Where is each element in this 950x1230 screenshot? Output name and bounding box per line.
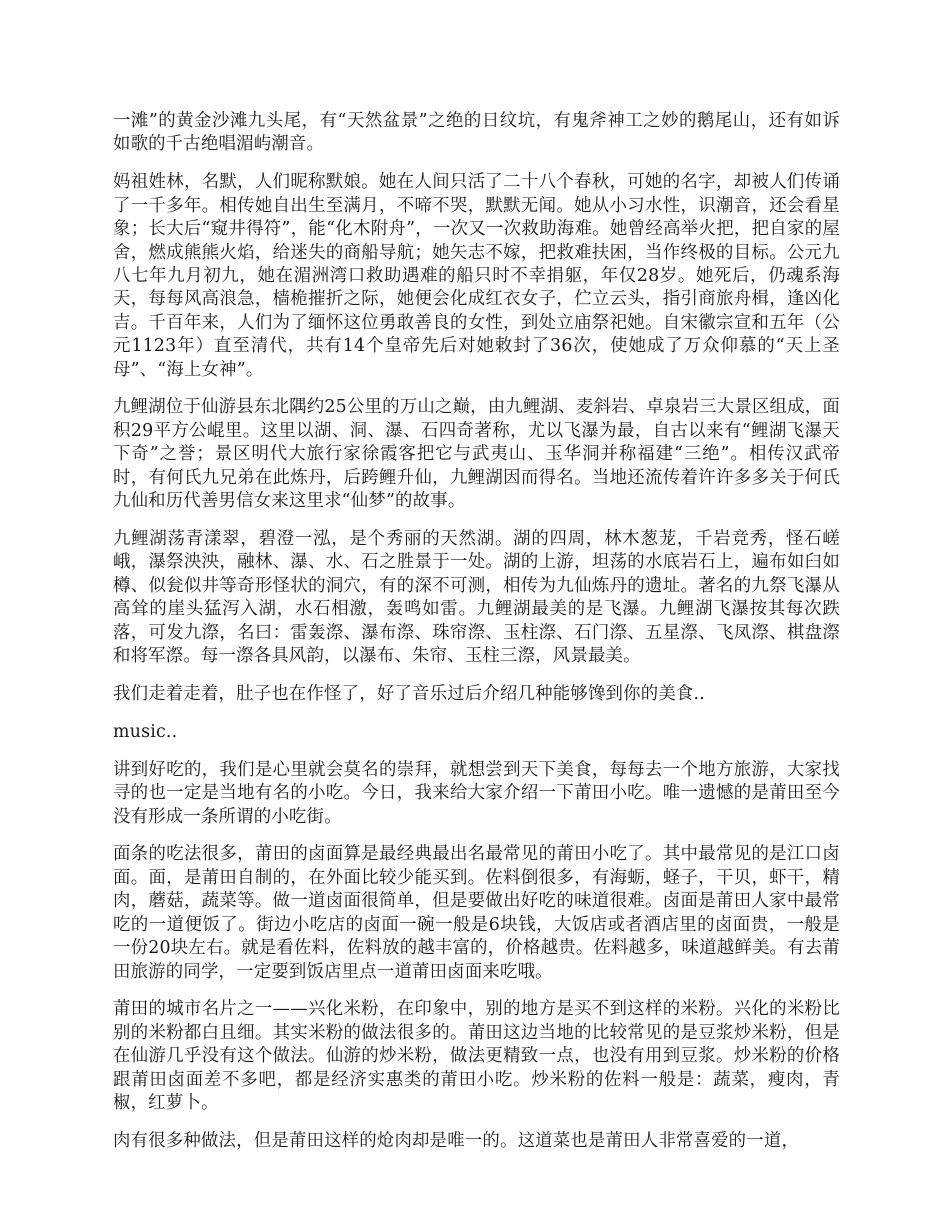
paragraph-meat-dish: 肉有很多种做法，但是莆田这样的炝肉却是唯一的。这道菜也是莆田人非常喜爱的一道， [113,1130,800,1151]
document-body [113,110,840,1168]
paragraph-jiuli-lake-intro: 九鲤湖位于仙游县东北隅约25公里的万山之巅，由九鲤湖、麦斜岩、卓泉岩三大景区组成，面积29平方公崐里。这里以湖、洞、瀑、石四奇著称，尤以飞瀑为最，自古以来有“鲤湖飞瀑天下奇”之誉；景区明代大旅行家徐霞客把它与武夷山、玉华洞并称福建“三绝”。相传汉武帝时，有何氏九兄弟在此炼丹，后跨鲤升仙，九鲤湖因而得名。当地还流传着许许多多关于何氏九仙和历代善男信女来这里求“仙梦”的故事。 [113,397,840,512]
paragraph-jiuli-lake-waterfalls: 九鲤湖荡青漾翠，碧澄一泓，是个秀丽的天然湖。湖的四周，林木葱茏，千岩竞秀，怪石嵯峨，瀑祭泱泱，融林、瀑、水、石之胜景于一处。湖的上游，坦荡的水底岩石上，遍布如臼如樽、似瓮似井等奇形怪状的洞穴，有的深不可测，相传为九仙炼丹的遗址。著名的九祭飞瀑从高耸的崖头猛泻入湖，水石相激，轰鸣如雷。九鲤湖最美的是飞瀑。九鲤湖飞瀑按其每次跌落，可发九漈，名曰：雷轰漈、瀑布漈、珠帘漈、玉柱漈、石门漈、五星漈、飞凤漈、棋盘漈和将军漈。每一漈各具风韵，以瀑布、朱帘、玉柱三漈，风景最美。 [113,529,840,667]
paragraph-music: music.. [113,721,178,742]
paragraph-mazu: 妈祖姓林，名默，人们昵称默娘。她在人间只活了二十八个春秋，可她的名字，却被人们传诵了一千多年。相传她自出生至满月，不啼不哭，默默无闻。她从小习水性，识潮音，还会看星象；长大后“窥井得符”，能“化木附舟”，一次又一次救助海难。她曾经高举火把，把自家的屋舍，燃成熊熊火焰，给迷失的商船导航；她矢志不嫁，把救难扶困，当作终极的目标。公元九八七年九月初九，她在湄洲湾口救助遇难的船只时不幸捐躯，年仅28岁。她死后，仍魂系海天，每每风高浪急，樯桅摧折之际，她便会化成红衣女子，伫立云头，指引商旅舟楫，逢凶化吉。千百年来，人们为了缅怀这位勇敢善良的女性，到处立庙祭祀她。自宋徽宗宣和五年（公元1123年）直至清代，共有14个皇帝先后对她敕封了36次，使她成了万众仰慕的“天上圣母”、“海上女神”。 [113,172,840,380]
paragraph-putian-snacks: 讲到好吃的，我们是心里就会莫名的崇拜，就想尝到天下美食，每每去一个地方旅游，大家找寻的也一定是当地有名的小吃。今日，我来给大家介绍一下莆田小吃。唯一遗憾的是莆田至今没有形成一条所谓的小吃街。 [113,759,840,827]
paragraph-food-transition: 我们走着走着，肚子也在作怪了，好了音乐过后介绍几种能够馋到你的美食.. [113,683,705,704]
paragraph-xinghua-rice-noodles: 莆田的城市名片之一——兴化米粉，在印象中，别的地方是买不到这样的米粉。兴化的米粉比别的米粉都白且细。其实米粉的做法很多的。莆田这边当地的比较常见的是豆浆炒米粉，但是在仙游几乎没有这个做法。仙游的炒米粉，做法更精致一点，也没有用到豆浆。炒米粉的价格跟莆田卤面差不多吧，都是经济实惠类的莆田小吃。炒米粉的佐料一般是：蔬菜，瘦肉，青椒，红萝卜。 [113,999,840,1114]
paragraph-braised-noodles: 面条的吃法很多，莆田的卤面算是最经典最出名最常见的莆田小吃了。其中最常见的是江口卤面。面，是莆田自制的，在外面比较少能买到。佐料倒很多，有海蛎，蛏子，干贝，虾干，精肉，蘑菇，蔬菜等。做一道卤面很简单，但是要做出好吃的味道很难。卤面是莆田人家中最常吃的一道便饭了。街边小吃店的卤面一碗一般是6块钱，大饭店或者酒店里的卤面贵，一般是一份20块左右。就是看佐料，佐料放的越丰富的，价格越贵。佐料越多，味道越鲜美。有去莆田旅游的同学，一定要到饭店里点一道莆田卤面来吃哦。 [113,844,840,982]
paragraph-beach-scenery: 一滩”的黄金沙滩九头尾，有“天然盆景”之绝的日纹坑，有鬼斧神工之妙的鹅尾山，还有如诉如歌的千古绝唱湄屿潮音。 [113,111,840,155]
